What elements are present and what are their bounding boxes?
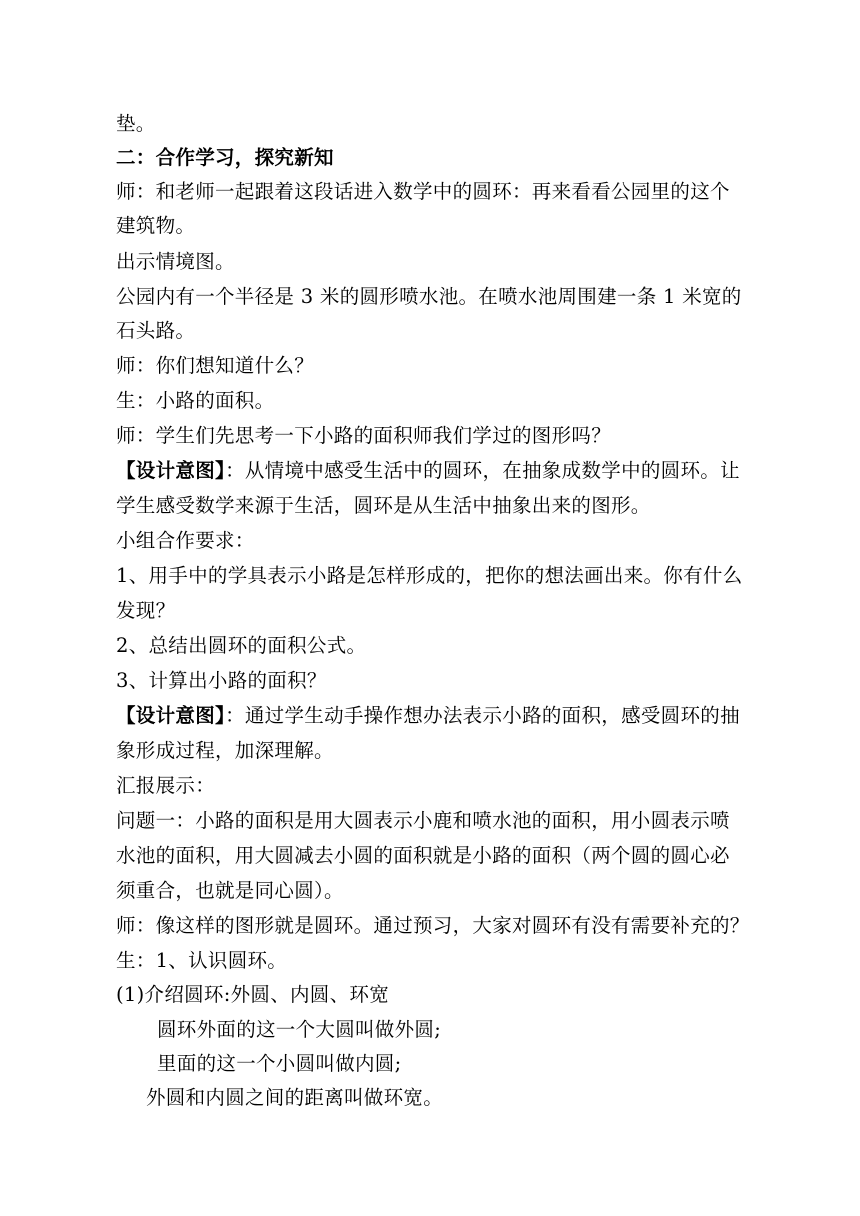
text-line-22: 水池的面积，用大圆减去小圆的面积就是小路的面积（两个圆的圆心必 xyxy=(116,844,730,867)
text-line-28: 里面的这一个小圆叫做内圆; xyxy=(157,1052,402,1075)
text-line-13: 小组合作要求： xyxy=(116,529,255,552)
text-line-21: 问题一：小路的面积是用大圆表示小鹿和喷水池的面积，用小圆表示喷 xyxy=(116,809,730,832)
text-line-7: 石头路。 xyxy=(116,319,196,342)
design-intent-label: 【设计意图】 xyxy=(116,459,226,482)
text-line-9: 生：小路的面积。 xyxy=(116,389,275,412)
design-intent-label: 【设计意图】 xyxy=(116,704,226,727)
text-line-24: 师：像这样的图形就是圆环。通过预习，大家对圆环有没有需要补充的？ xyxy=(116,914,750,937)
text-line-1: 垫。 xyxy=(116,112,156,135)
design-intent-text: ：通过学生动手操作想办法表示小路的面积，感受圆环的抽 xyxy=(225,704,740,727)
text-line-29: 外圆和内圆之间的距离叫做环宽。 xyxy=(146,1086,444,1109)
text-line-25: 生：1、认识圆环。 xyxy=(116,949,288,972)
text-line-19: 象形成过程，加深理解。 xyxy=(116,739,334,762)
text-line-14: 1、用手中的学具表示小路是怎样形成的，把你的想法画出来。你有什么 xyxy=(116,564,743,587)
text-line-15: 发现？ xyxy=(116,599,176,622)
design-intent-line-1 xyxy=(116,459,756,483)
section-heading: 二：合作学习，探究新知 xyxy=(116,146,334,169)
text-line-20: 汇报展示： xyxy=(116,774,216,797)
text-line-23: 须重合，也就是同心圆）。 xyxy=(116,879,344,902)
text-line-12: 学生感受数学来源于生活，圆环是从生活中抽象出来的图形。 xyxy=(116,494,651,517)
text-line-3: 师：和老师一起跟着这段话进入数学中的圆环：再来看看公园里的这个 xyxy=(116,180,730,203)
text-line-4: 建筑物。 xyxy=(116,214,196,237)
text-line-26: (1)介绍圆环:外圆、内圆、环宽 xyxy=(116,983,389,1006)
design-intent-text: ：从情境中感受生活中的圆环，在抽象成数学中的圆环。让 xyxy=(225,459,740,482)
text-line-17: 3、计算出小路的面积？ xyxy=(116,669,327,692)
text-line-10: 师：学生们先思考一下小路的面积师我们学过的图形吗？ xyxy=(116,424,612,447)
text-line-16: 2、总结出圆环的面积公式。 xyxy=(116,634,367,657)
text-line-27: 圆环外面的这一个大圆叫做外圆; xyxy=(157,1018,442,1041)
text-line-6: 公园内有一个半径是 3 米的圆形喷水池。在喷水池周围建一条 1 米宽的 xyxy=(116,285,742,308)
text-line-8: 师：你们想知道什么？ xyxy=(116,354,315,377)
text-line-5: 出示情境图。 xyxy=(116,250,235,273)
design-intent-line-2 xyxy=(116,704,756,728)
